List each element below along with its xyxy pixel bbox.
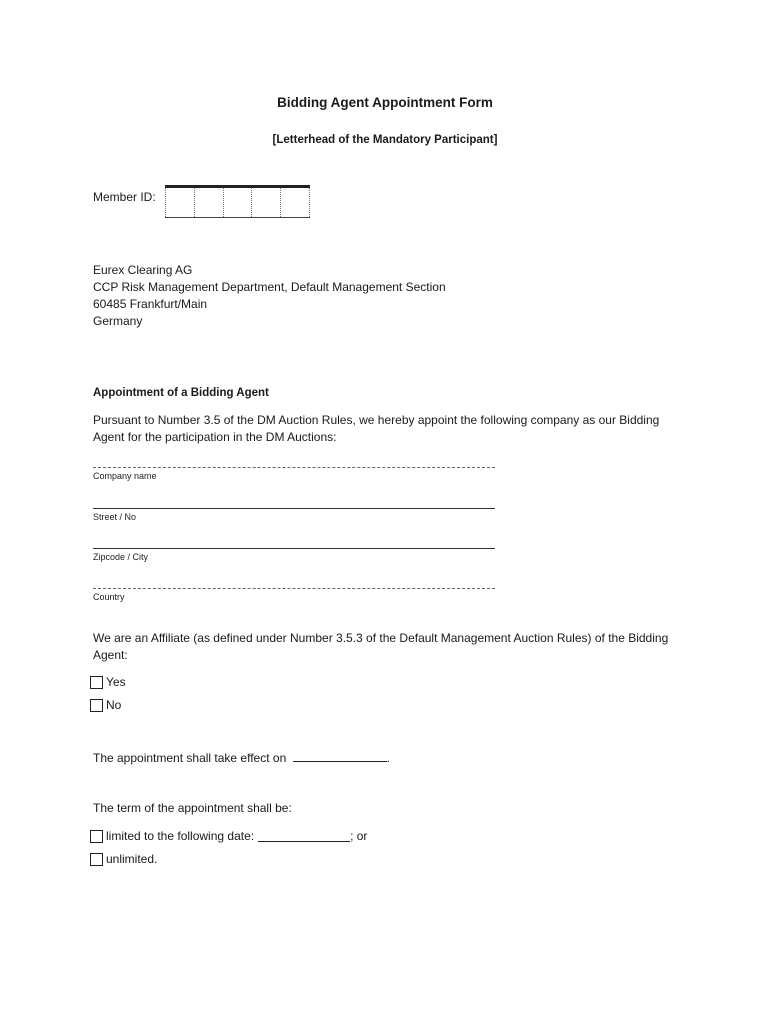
effective-date-suffix: . <box>386 751 390 765</box>
country-label: Country <box>93 592 125 602</box>
affiliate-yes-option[interactable] <box>90 675 126 689</box>
unlimited-checkbox[interactable] <box>90 853 103 866</box>
term-intro: The term of the appointment shall be: <box>93 801 292 815</box>
address-line: Germany <box>93 314 143 328</box>
no-label: No <box>106 698 122 712</box>
member-id-cell[interactable] <box>223 188 252 217</box>
limited-date-blank[interactable] <box>258 830 350 842</box>
member-id-label: Member ID: <box>93 190 156 204</box>
member-id-cell[interactable] <box>251 188 280 217</box>
zipcode-city-field[interactable] <box>93 548 495 549</box>
appointment-heading: Appointment of a Bidding Agent <box>93 387 269 399</box>
limited-checkbox[interactable] <box>90 830 103 843</box>
yes-checkbox[interactable] <box>90 676 103 689</box>
effective-date-blank[interactable] <box>293 750 387 762</box>
country-field[interactable] <box>93 588 495 589</box>
affiliate-paragraph: We are an Affiliate (as defined under Number 3.5.3 of the Default Management Auction Rules) of the Bidding Agent: <box>93 631 669 662</box>
member-id-input[interactable] <box>165 185 310 218</box>
no-checkbox[interactable] <box>90 699 103 712</box>
yes-label: Yes <box>106 675 126 689</box>
company-name-label: Company name <box>93 471 157 481</box>
limited-suffix: ; or <box>350 829 368 843</box>
company-name-field[interactable] <box>93 467 495 468</box>
address-line: CCP Risk Management Department, Default Management Section <box>93 280 446 294</box>
recipient-address <box>93 262 446 330</box>
zipcode-city-label: Zipcode / City <box>93 552 149 562</box>
member-id-cell[interactable] <box>280 188 310 217</box>
term-unlimited-option[interactable] <box>90 852 157 866</box>
member-id-cell[interactable] <box>194 188 223 217</box>
street-field[interactable] <box>93 508 495 509</box>
unlimited-label: unlimited. <box>106 852 158 866</box>
address-line: 60485 Frankfurt/Main <box>93 297 208 311</box>
limited-label: limited to the following date: <box>106 829 255 843</box>
member-id-cell[interactable] <box>165 188 194 217</box>
term-limited-option[interactable] <box>90 829 367 843</box>
form-title: Bidding Agent Appointment Form <box>277 95 493 110</box>
affiliate-no-option[interactable] <box>90 698 121 712</box>
effective-date-text: The appointment shall take effect on <box>93 751 287 765</box>
street-label: Street / No <box>93 512 137 522</box>
address-line: Eurex Clearing AG <box>93 263 193 277</box>
letterhead-placeholder: [Letterhead of the Mandatory Participant] <box>272 134 498 146</box>
effective-date-line <box>93 750 390 765</box>
appointment-paragraph: Pursuant to Number 3.5 of the DM Auction Rules, we hereby appoint the following company as our Bidding Agent for the participation in the DM Auctions: <box>93 413 660 444</box>
